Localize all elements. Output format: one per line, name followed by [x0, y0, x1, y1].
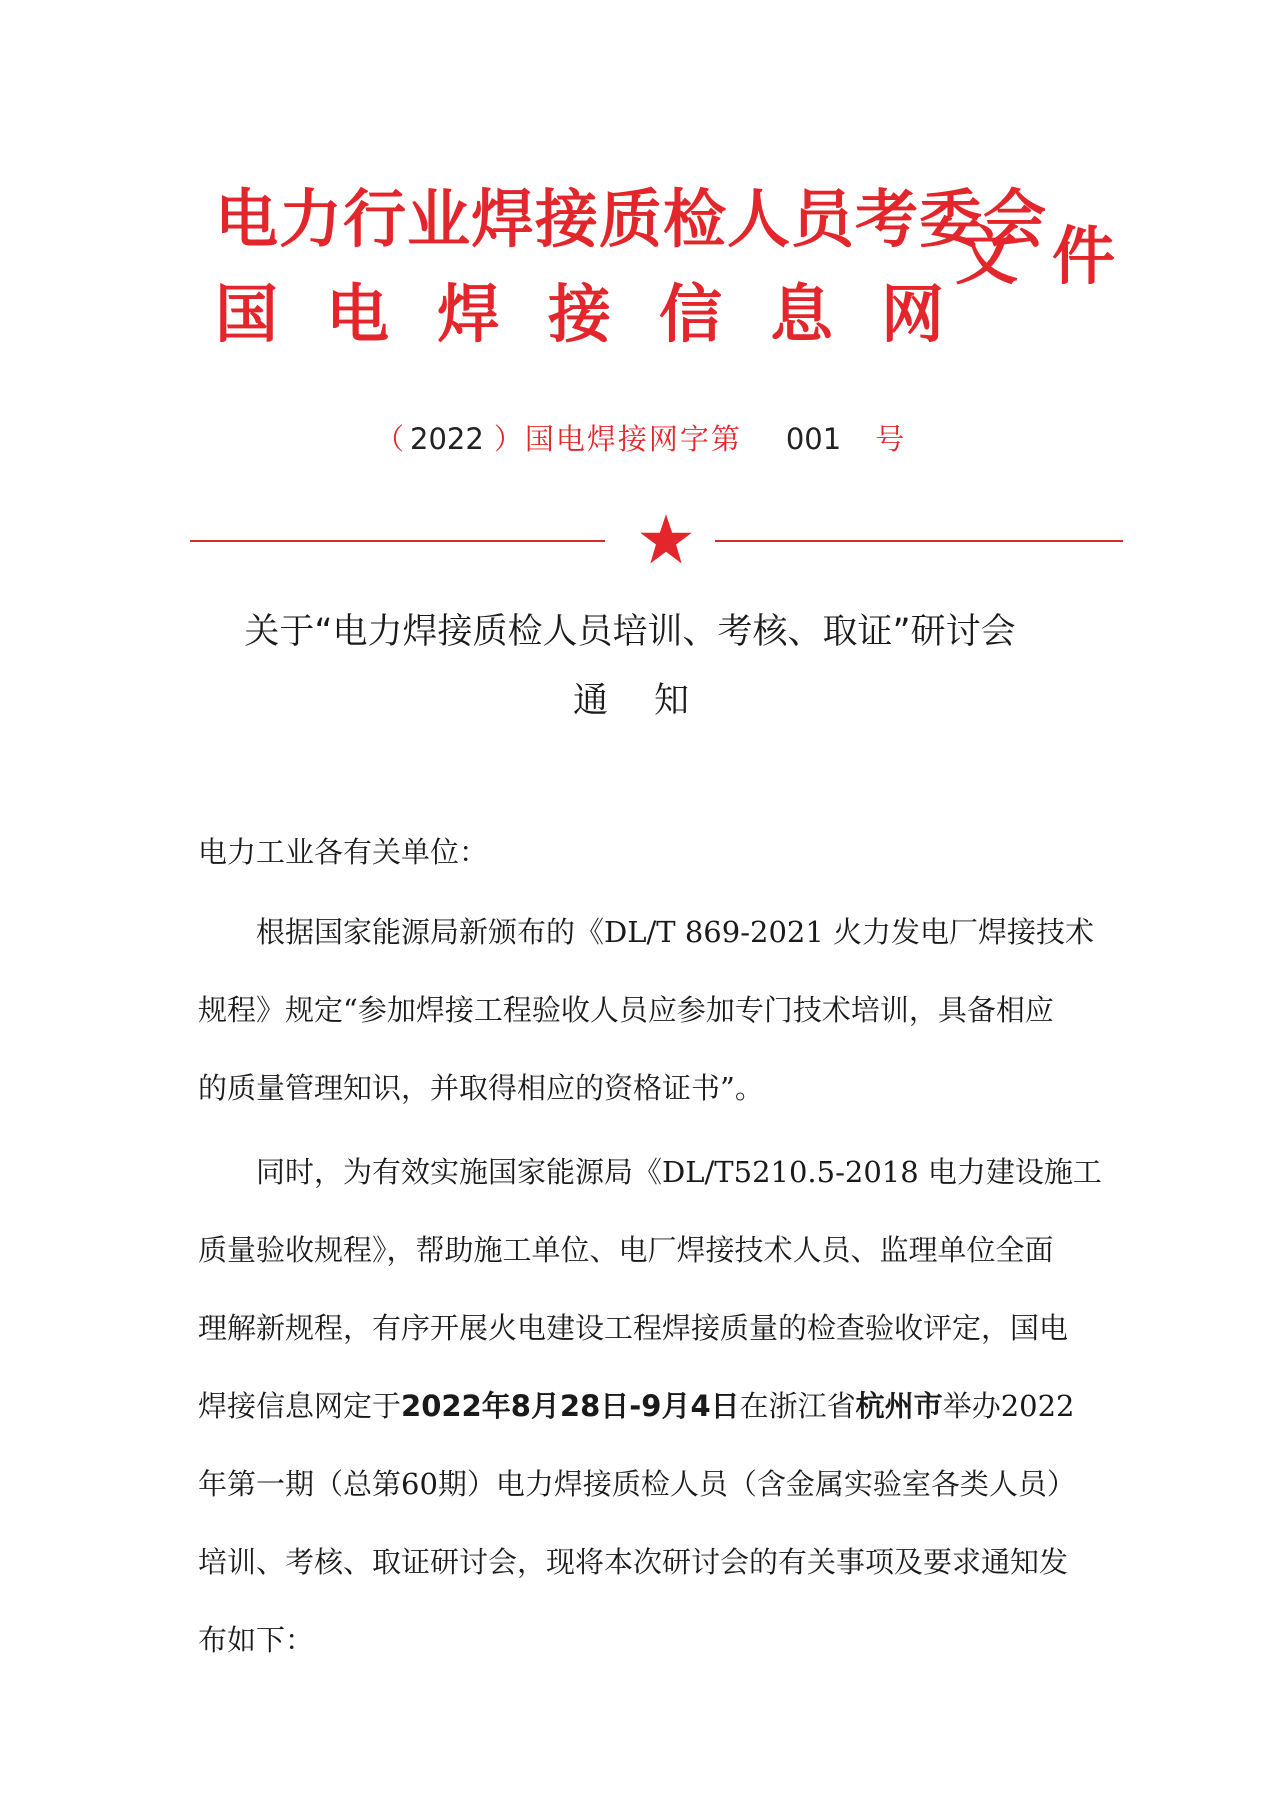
paragraph-2-line: 同时，为有效实施国家能源局《DL/T5210.5-2018 电力建设施工	[256, 1155, 1102, 1189]
paragraph-2-line: 培训、考核、取证研讨会，现将本次研讨会的有关事项及要求通知发	[198, 1545, 1069, 1579]
star-icon	[638, 512, 694, 568]
document-number	[375, 422, 905, 456]
divider-line-right	[715, 540, 1123, 542]
doc-number-serial: 001	[785, 422, 842, 456]
doc-number-prefix: ）国电焊接网字第	[493, 422, 742, 456]
paragraph-2-line	[198, 1367, 1098, 1445]
paragraph-1-line: 规程》规定“参加焊接工程验收人员应参加专门技术培训，具备相应	[198, 993, 1054, 1027]
paragraph-2-line: 质量验收规程》，帮助施工单位、电厂焊接技术人员、监理单位全面	[198, 1233, 1054, 1267]
paragraph-1-line: 的质量管理知识，并取得相应的资格证书”。	[198, 1071, 764, 1105]
text-segment: 在浙江省	[739, 1389, 856, 1423]
divider-line-left	[190, 540, 605, 542]
notice-title: 关于“电力焊接质检人员培训、考核、取证”研讨会	[244, 612, 1016, 652]
paragraph-1	[198, 893, 1098, 1127]
text-segment: 举办2022	[942, 1389, 1075, 1423]
paragraph-2-line: 理解新规程，有序开展火电建设工程焊接质量的检查验收评定，国电	[198, 1311, 1069, 1345]
event-date: 2022年8月28日-9月4日	[401, 1389, 740, 1423]
org-name-line2: 国电焊接信息网	[215, 277, 992, 351]
doc-number-year: 2022	[410, 422, 484, 456]
org-name-line1: 电力行业焊接质检人员考委会	[215, 182, 1047, 256]
salutation: 电力工业各有关单位：	[198, 835, 489, 869]
notice-subtitle: 通知	[572, 681, 735, 721]
document-type-label: 文件	[955, 219, 1149, 293]
paragraph-2	[198, 1133, 1102, 1679]
doc-number-open-paren: （	[375, 422, 405, 456]
text-segment: 焊接信息网定于	[198, 1389, 402, 1423]
doc-number-suffix: 号	[875, 422, 905, 456]
paragraph-2-line: 年第一期（总第60期）电力焊接质检人员（含金属实验室各类人员）	[198, 1467, 1076, 1501]
event-city: 杭州市	[855, 1389, 943, 1423]
paragraph-2-line: 布如下：	[198, 1623, 315, 1657]
paragraph-1-line: 根据国家能源局新颁布的《DL/T 869-2021 火力发电厂焊接技术	[256, 915, 1095, 949]
